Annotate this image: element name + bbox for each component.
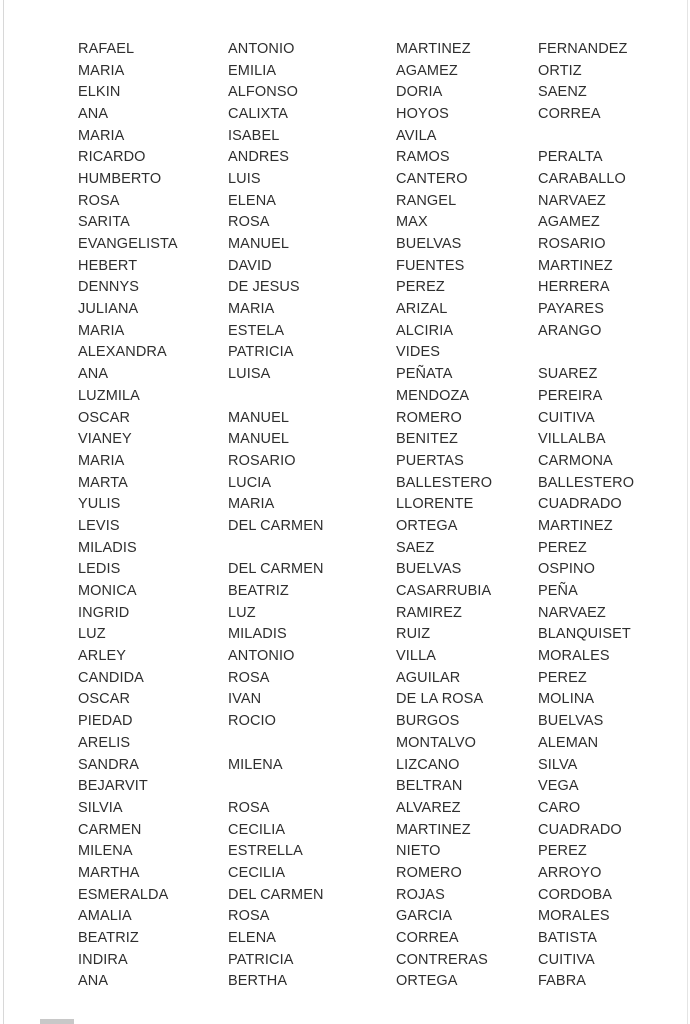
middle-name-cell: ALFONSO — [228, 84, 298, 101]
middle-name-cell — [228, 537, 396, 559]
first-surname-cell: PEÑATA — [396, 366, 453, 383]
first-surname-cell: MAX — [396, 214, 428, 231]
second-surname-cell: PEREZ — [538, 539, 587, 556]
second-surname-cell: CORDOBA — [538, 886, 613, 903]
middle-name-cell: DAVID — [228, 257, 272, 274]
middle-name-cell: LUZ — [228, 604, 256, 621]
table-row — [78, 146, 648, 168]
first-surname-cell: ROMERO — [396, 864, 462, 881]
first-name-cell: PIEDAD — [78, 713, 133, 730]
table-row — [78, 580, 648, 602]
first-surname-cell: RANGEL — [396, 192, 457, 209]
middle-name-cell: CALIXTA — [228, 105, 289, 122]
second-surname-cell: PAYARES — [538, 301, 604, 318]
first-name-cell: SANDRA — [78, 756, 140, 773]
table-row — [78, 125, 648, 147]
first-surname-cell: FUENTES — [396, 257, 465, 274]
first-surname-cell: BALLESTERO — [396, 474, 493, 491]
second-surname-cell: BUELVAS — [538, 713, 604, 730]
table-row — [78, 515, 648, 537]
first-surname-cell: ROMERO — [396, 409, 462, 426]
first-name-cell: YULIS — [78, 496, 121, 513]
first-name-cell: RAFAEL — [78, 40, 135, 57]
middle-name-cell: ELENA — [228, 930, 277, 947]
table-row — [78, 602, 648, 624]
second-surname-cell: FABRA — [538, 973, 587, 990]
first-surname-cell: RAMOS — [396, 149, 450, 166]
middle-name-cell: MILADIS — [228, 626, 287, 643]
table-row — [78, 472, 648, 494]
middle-name-cell: LUCIA — [228, 474, 272, 491]
second-surname-cell: NARVAEZ — [538, 604, 606, 621]
table-row — [78, 81, 648, 103]
middle-name-cell: DEL CARMEN — [228, 517, 324, 534]
second-surname-cell — [538, 125, 648, 147]
first-surname-cell: ROJAS — [396, 886, 445, 903]
middle-name-cell: IVAN — [228, 691, 262, 708]
first-name-cell: ARLEY — [78, 648, 127, 665]
table-row — [78, 342, 648, 364]
first-surname-cell: LIZCANO — [396, 756, 460, 773]
first-name-cell: INDIRA — [78, 951, 128, 968]
first-name-cell: VIANEY — [78, 431, 132, 448]
table-row — [78, 840, 648, 862]
middle-name-cell: PATRICIA — [228, 951, 294, 968]
first-surname-cell: BENITEZ — [396, 431, 458, 448]
middle-name-cell: LUIS — [228, 170, 261, 187]
table-row — [78, 645, 648, 667]
second-surname-cell: OSPINO — [538, 561, 595, 578]
first-name-cell: ARELIS — [78, 734, 131, 751]
first-name-cell: LUZMILA — [78, 387, 140, 404]
first-name-cell: OSCAR — [78, 409, 131, 426]
table-row — [78, 428, 648, 450]
names-table — [78, 38, 648, 992]
table-row — [78, 949, 648, 971]
page-footer-mark — [40, 1019, 74, 1024]
middle-name-cell: LUISA — [228, 366, 271, 383]
middle-name-cell — [228, 775, 396, 797]
first-surname-cell: BUELVAS — [396, 236, 462, 253]
table-row — [78, 255, 648, 277]
first-surname-cell: CANTERO — [396, 170, 468, 187]
first-name-cell: DENNYS — [78, 279, 140, 296]
table-row — [78, 819, 648, 841]
second-surname-cell: MORALES — [538, 648, 610, 665]
first-surname-cell: RAMIREZ — [396, 604, 462, 621]
middle-name-cell: MANUEL — [228, 431, 290, 448]
middle-name-cell: BERTHA — [228, 973, 288, 990]
second-surname-cell: BATISTA — [538, 930, 597, 947]
second-surname-cell: PEREZ — [538, 843, 587, 860]
second-surname-cell: VEGA — [538, 778, 579, 795]
second-surname-cell: VILLALBA — [538, 431, 606, 448]
first-name-cell: ROSA — [78, 192, 120, 209]
first-surname-cell: AVILA — [396, 127, 437, 144]
table-row — [78, 407, 648, 429]
middle-name-cell: ISABEL — [228, 127, 280, 144]
first-surname-cell: PEREZ — [396, 279, 445, 296]
middle-name-cell — [228, 385, 396, 407]
table-row — [78, 168, 648, 190]
first-surname-cell: NIETO — [396, 843, 441, 860]
first-surname-cell: ORTEGA — [396, 973, 458, 990]
second-surname-cell: NARVAEZ — [538, 192, 606, 209]
first-name-cell: AMALIA — [78, 908, 132, 925]
second-surname-cell: FERNANDEZ — [538, 40, 628, 57]
middle-name-cell: MARIA — [228, 496, 275, 513]
first-name-cell: ESMERALDA — [78, 886, 169, 903]
first-surname-cell: ALCIRIA — [396, 322, 454, 339]
middle-name-cell: ROSA — [228, 799, 270, 816]
second-surname-cell: AGAMEZ — [538, 214, 600, 231]
second-surname-cell: CARO — [538, 799, 581, 816]
first-name-cell: MILADIS — [78, 539, 137, 556]
table-row — [78, 277, 648, 299]
first-name-cell: ALEXANDRA — [78, 344, 167, 361]
table-row — [78, 754, 648, 776]
middle-name-cell: ELENA — [228, 192, 277, 209]
middle-name-cell: MILENA — [228, 756, 283, 773]
first-name-cell: BEATRIZ — [78, 930, 139, 947]
second-surname-cell: ALEMAN — [538, 734, 599, 751]
first-surname-cell: ALVAREZ — [396, 799, 461, 816]
table-row — [78, 797, 648, 819]
middle-name-cell: DEL CARMEN — [228, 561, 324, 578]
table-row — [78, 971, 648, 993]
first-name-cell: LEVIS — [78, 517, 120, 534]
first-name-cell: HUMBERTO — [78, 170, 162, 187]
table-row — [78, 710, 648, 732]
table-row — [78, 493, 648, 515]
first-surname-cell: AGUILAR — [396, 669, 461, 686]
second-surname-cell: SAENZ — [538, 84, 587, 101]
first-name-cell: SILVIA — [78, 799, 123, 816]
table-row — [78, 689, 648, 711]
first-name-cell: LUZ — [78, 626, 106, 643]
table-row — [78, 667, 648, 689]
first-surname-cell: ORTEGA — [396, 517, 458, 534]
middle-name-cell: CECILIA — [228, 864, 286, 881]
table-row — [78, 862, 648, 884]
first-name-cell: RICARDO — [78, 149, 146, 166]
first-name-cell: JULIANA — [78, 301, 139, 318]
middle-name-cell: BEATRIZ — [228, 583, 289, 600]
first-name-cell: OSCAR — [78, 691, 131, 708]
second-surname-cell: ORTIZ — [538, 62, 582, 79]
first-name-cell: INGRID — [78, 604, 130, 621]
first-name-cell: HEBERT — [78, 257, 138, 274]
first-name-cell: MARIA — [78, 322, 125, 339]
first-name-cell: ELKIN — [78, 84, 121, 101]
second-surname-cell — [538, 342, 648, 364]
page-border-right — [687, 0, 688, 1024]
first-surname-cell: MARTINEZ — [396, 821, 471, 838]
first-name-cell: MARTA — [78, 474, 128, 491]
table-row — [78, 320, 648, 342]
table-row — [78, 624, 648, 646]
middle-name-cell: ROSARIO — [228, 452, 296, 469]
second-surname-cell: PEÑA — [538, 583, 578, 600]
middle-name-cell: ANDRES — [228, 149, 290, 166]
second-surname-cell: MARTINEZ — [538, 257, 613, 274]
second-surname-cell: SILVA — [538, 756, 578, 773]
first-name-cell: ANA — [78, 105, 109, 122]
first-name-cell: ANA — [78, 973, 109, 990]
second-surname-cell: MOLINA — [538, 691, 595, 708]
second-surname-cell: CUITIVA — [538, 409, 595, 426]
first-surname-cell: HOYOS — [396, 105, 449, 122]
first-name-cell: SARITA — [78, 214, 130, 231]
names-table-body — [78, 38, 648, 992]
middle-name-cell: ROSA — [228, 669, 270, 686]
table-row — [78, 559, 648, 581]
table-row — [78, 363, 648, 385]
table-row — [78, 103, 648, 125]
first-surname-cell: MARTINEZ — [396, 40, 471, 57]
second-surname-cell: PEREZ — [538, 669, 587, 686]
table-row — [78, 927, 648, 949]
first-name-cell: MARIA — [78, 62, 125, 79]
first-surname-cell: DORIA — [396, 84, 443, 101]
middle-name-cell — [228, 732, 396, 754]
middle-name-cell: ROSA — [228, 214, 270, 231]
first-surname-cell: LLORENTE — [396, 496, 474, 513]
second-surname-cell: CUITIVA — [538, 951, 595, 968]
second-surname-cell: HERRERA — [538, 279, 610, 296]
table-row — [78, 732, 648, 754]
middle-name-cell: ROSA — [228, 908, 270, 925]
middle-name-cell: CECILIA — [228, 821, 286, 838]
middle-name-cell: ANTONIO — [228, 648, 295, 665]
second-surname-cell: ARROYO — [538, 864, 602, 881]
table-row — [78, 60, 648, 82]
middle-name-cell: DE JESUS — [228, 279, 300, 296]
second-surname-cell: BLANQUISET — [538, 626, 631, 643]
table-row — [78, 884, 648, 906]
second-surname-cell: ROSARIO — [538, 236, 606, 253]
first-name-cell: EVANGELISTA — [78, 236, 178, 253]
second-surname-cell: CUADRADO — [538, 821, 622, 838]
table-row — [78, 906, 648, 928]
middle-name-cell: ESTRELLA — [228, 843, 303, 860]
first-name-cell: MARIA — [78, 127, 125, 144]
first-name-cell: MARIA — [78, 452, 125, 469]
first-surname-cell: PUERTAS — [396, 452, 464, 469]
second-surname-cell: ARANGO — [538, 322, 602, 339]
first-surname-cell: BUELVAS — [396, 561, 462, 578]
first-name-cell: MONICA — [78, 583, 137, 600]
middle-name-cell: EMILIA — [228, 62, 277, 79]
table-row — [78, 537, 648, 559]
second-surname-cell: SUAREZ — [538, 366, 598, 383]
first-surname-cell: VILLA — [396, 648, 436, 665]
middle-name-cell: ROCIO — [228, 713, 277, 730]
table-row — [78, 298, 648, 320]
first-surname-cell: BELTRAN — [396, 778, 463, 795]
second-surname-cell: CUADRADO — [538, 496, 622, 513]
table-row — [78, 190, 648, 212]
page-border-left — [3, 0, 4, 1024]
second-surname-cell: CARABALLO — [538, 170, 626, 187]
middle-name-cell: ANTONIO — [228, 40, 295, 57]
first-surname-cell: CASARRUBIA — [396, 583, 492, 600]
second-surname-cell: CARMONA — [538, 452, 613, 469]
first-name-cell: LEDIS — [78, 561, 121, 578]
first-surname-cell: SAEZ — [396, 539, 435, 556]
table-row — [78, 385, 648, 407]
second-surname-cell: PERALTA — [538, 149, 603, 166]
middle-name-cell: MANUEL — [228, 409, 290, 426]
middle-name-cell: DEL CARMEN — [228, 886, 324, 903]
table-row — [78, 212, 648, 234]
first-surname-cell: RUIZ — [396, 626, 431, 643]
table-row — [78, 38, 648, 60]
table-row — [78, 233, 648, 255]
first-surname-cell: CONTRERAS — [396, 951, 488, 968]
first-surname-cell: BURGOS — [396, 713, 460, 730]
second-surname-cell: CORREA — [538, 105, 601, 122]
first-name-cell: ANA — [78, 366, 109, 383]
first-surname-cell: AGAMEZ — [396, 62, 458, 79]
second-surname-cell: BALLESTERO — [538, 474, 635, 491]
second-surname-cell: PEREIRA — [538, 387, 603, 404]
first-name-cell: CANDIDA — [78, 669, 144, 686]
first-surname-cell: VIDES — [396, 344, 441, 361]
table-row — [78, 450, 648, 472]
middle-name-cell: ESTELA — [228, 322, 285, 339]
middle-name-cell: PATRICIA — [228, 344, 294, 361]
first-name-cell: CARMEN — [78, 821, 142, 838]
first-name-cell: BEJARVIT — [78, 778, 148, 795]
first-surname-cell: ARIZAL — [396, 301, 448, 318]
middle-name-cell: MARIA — [228, 301, 275, 318]
first-name-cell: MARTHA — [78, 864, 140, 881]
first-surname-cell: MENDOZA — [396, 387, 470, 404]
first-surname-cell: MONTALVO — [396, 734, 477, 751]
first-surname-cell: DE LA ROSA — [396, 691, 484, 708]
first-name-cell: MILENA — [78, 843, 133, 860]
first-surname-cell: CORREA — [396, 930, 459, 947]
table-row — [78, 775, 648, 797]
second-surname-cell: MARTINEZ — [538, 517, 613, 534]
second-surname-cell: MORALES — [538, 908, 610, 925]
middle-name-cell: MANUEL — [228, 236, 290, 253]
first-surname-cell: GARCIA — [396, 908, 453, 925]
